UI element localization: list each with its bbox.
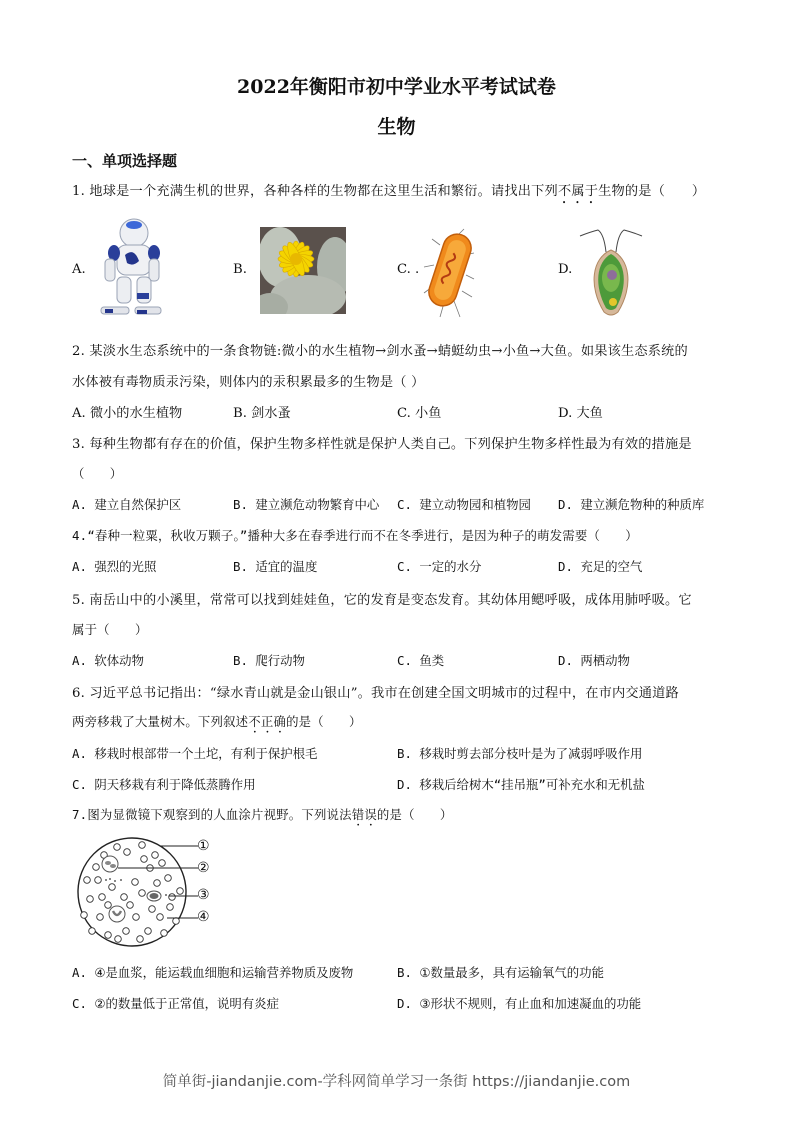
robot-image [97,215,167,317]
question-1-stem: 1. 地球是一个充满生机的世界，各种各样的生物都在这里生活和繁衍。请找出下列不属于生物的是（ ） [72,184,706,199]
euglena-image [578,228,644,318]
lithops-flower-image [260,227,346,314]
question-6-stem-line1: 6. 习近平总书记指出：“绿水青山就是金山银山”。我市在创建全国文明城市的过程中，在市内交通道路 [72,686,679,701]
option-1b-label: B. [233,262,247,277]
figure-label-4: ④ [197,909,210,925]
emphasis-text: 不正确 [248,714,287,729]
option-3d[interactable]: D. 建立濒危物种的种质库 [558,497,705,512]
question-5-stem-line1: 5. 南岳山中的小溪里，常常可以找到娃娃鱼，它的发育是变态发育。其幼体用鳃呼吸，成体用肺呼吸。它 [72,593,692,608]
section-heading: 一、单项选择题 [72,152,178,170]
question-4-stem: 4.“春种一粒粟，秋收万颗子。”播种大多在春季进行而不在冬季进行，是因为种子的萌发需要（ ） [72,528,638,543]
option-6d[interactable]: D. 移栽后给树木“挂吊瓶”可补充水和无机盐 [397,777,645,792]
option-7c[interactable]: C. ②的数量低于正常值，说明有炎症 [72,996,279,1011]
option-5d[interactable]: D. 两栖动物 [558,653,630,668]
option-2c[interactable]: C. 小鱼 [397,406,442,421]
question-7-stem: 7.图为显微镜下观察到的人血涂片视野。下列说法错误的是（ ） [72,807,453,822]
option-5b[interactable]: B. 爬行动物 [233,653,305,668]
figure-label-3: ③ [197,887,210,903]
option-1a-label: A. [72,262,86,277]
option-6a[interactable]: A. 移栽时根部带一个土坨，有利于保护根毛 [72,746,318,761]
emphasis-text: 错误 [351,807,377,822]
question-2-stem-line2: 水体被有毒物质汞污染，则体内的汞积累最多的生物是（ ） [72,375,425,390]
option-6c[interactable]: C. 阴天移栽有利于降低蒸腾作用 [72,777,256,792]
option-4d[interactable]: D. 充足的空气 [558,559,643,574]
option-3a[interactable]: A. 建立自然保护区 [72,497,182,512]
question-6-stem-line2: 两旁移栽了大量树木。下列叙述不正确的是（ ） [72,714,362,729]
figure-label-2: ② [197,860,210,876]
option-5a[interactable]: A. 软体动物 [72,653,144,668]
emphasis-text: 不属于 [557,184,599,199]
option-4c[interactable]: C. 一定的水分 [397,559,482,574]
question-3-stem-line2: （ ） [72,466,123,481]
question-3-stem-line1: 3. 每种生物都有存在的价值，保护生物多样性就是保护人类自己。下列保护生物多样性最为有效的措施是 [72,437,692,452]
option-5c[interactable]: C. 鱼类 [397,653,445,668]
option-2a[interactable]: A. 微小的水生植物 [72,406,183,421]
option-7d[interactable]: D. ③形状不规则，有止血和加速凝血的功能 [397,996,642,1011]
bacterium-image [420,225,480,320]
option-3b[interactable]: B. 建立濒危动物繁育中心 [233,497,380,512]
option-1d-label: D. [558,262,573,277]
footer-watermark: 简单街-jiandanjie.com-学科网简单学习一条街 https://jiandanjie.com [162,1074,631,1090]
option-7b[interactable]: B. ①数量最多，具有运输氧气的功能 [397,965,604,980]
option-4a[interactable]: A. 强烈的光照 [72,559,157,574]
subject-title: 生物 [377,116,416,138]
option-7a[interactable]: A. ④是血浆，能运载血细胞和运输营养物质及废物 [72,965,354,980]
option-2b[interactable]: B. 剑水蚤 [233,406,291,421]
option-6b[interactable]: B. 移栽时剪去部分枝叶是为了减弱呼吸作用 [397,746,643,761]
question-2-stem-line1: 2. 某淡水生态系统中的一条食物链:微小的水生植物→剑水蚤→蜻蜓幼虫→小鱼→大鱼。如果该生态系统的 [72,344,688,359]
exam-title: 2022年衡阳市初中学业水平考试试卷 [237,76,556,98]
option-2d[interactable]: D. 大鱼 [558,406,603,421]
option-3c[interactable]: C. 建立动物园和植物园 [397,497,531,512]
figure-label-1: ① [197,838,210,854]
option-1c-label: C. . [397,262,420,277]
question-5-stem-line2: 属于（ ） [72,622,148,637]
option-4b[interactable]: B. 适宜的温度 [233,559,318,574]
